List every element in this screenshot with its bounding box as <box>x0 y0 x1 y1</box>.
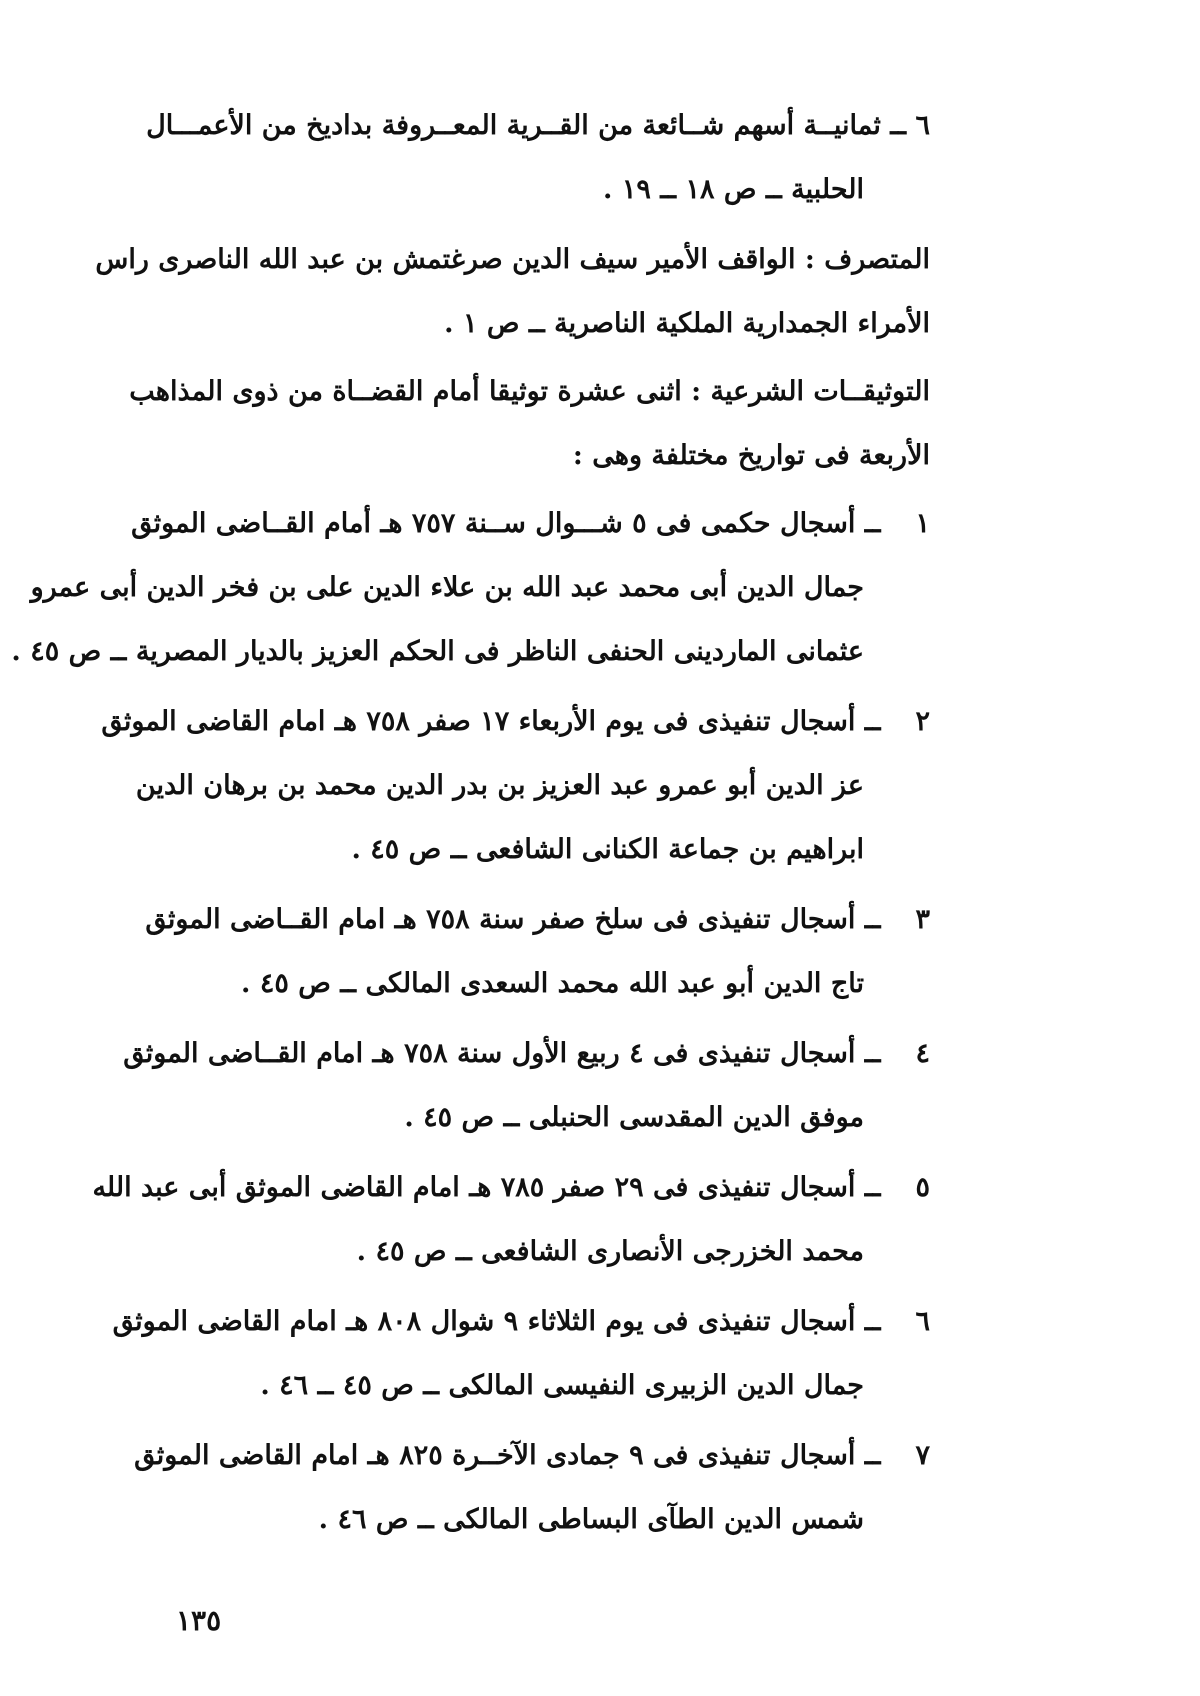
entry-2-line-1 <box>101 690 930 754</box>
entry-number: ٦ <box>915 1306 930 1337</box>
entry-number: ٢ <box>915 706 930 737</box>
entry-number: ٤ <box>915 1038 930 1069</box>
entry-5-text-1: ــ أسجال تنفيذى فى ٢٩ صفر ٧٨٥ هـ امام القاضى الموثق أبى عبد الله <box>92 1172 881 1203</box>
entry-1-text-1: ــ أسجال حكمى فى ٥ شـــوال ســنة ٧٥٧ هـ أمام القــاضى الموثق <box>131 508 881 539</box>
entry-4-text-1: ــ أسجال تنفيذى فى ٤ ربيع الأول سنة ٧٥٨ هـ امام القــاضى الموثق <box>123 1038 881 1069</box>
entry-7-line-2: شمس الدين الطآى البساطى المالكى ــ ص ٤٦ . <box>318 1504 864 1535</box>
entry-6 <box>112 1290 930 1418</box>
mutasarrif-line-1: المتصرف : الواقف الأمير سيف الدين صرغتمش بن عبد الله الناصرى راس <box>95 244 930 275</box>
entry-1 <box>11 492 930 684</box>
top-item <box>130 94 930 222</box>
entry-5 <box>92 1156 930 1284</box>
entry-3-text-1: ــ أسجال تنفيذى فى سلخ صفر سنة ٧٥٨ هـ امام القــاضى الموثق <box>145 904 881 935</box>
entry-number: ٧ <box>915 1440 930 1471</box>
entry-2-line-2: عز الدين أبو عمرو عبد العزيز بن بدر الدين محمد بن برهان الدين <box>135 770 864 801</box>
entry-6-line-1 <box>112 1290 930 1354</box>
page-number: ١٣٥ <box>176 1604 222 1637</box>
entry-5-line-2: محمد الخزرجى الأنصارى الشافعى ــ ص ٤٥ . <box>356 1236 864 1267</box>
entry-7 <box>130 1424 930 1552</box>
entry-2-text-1: ــ أسجال تنفيذى فى يوم الأربعاء ١٧ صفر ٧٥٨ هـ امام القاضى الموثق <box>101 706 881 737</box>
entry-3-line-2: تاج الدين أبو عبد الله محمد السعدى المالكى ــ ص ٤٥ . <box>241 968 864 999</box>
top-item-line-2: الحلبية ــ ص ١٨ ــ ١٩ . <box>603 174 864 205</box>
tawthiqat-line-2: الأربعة فى تواريخ مختلفة وهى : <box>572 440 930 471</box>
entry-3-line-1 <box>130 888 930 952</box>
entry-6-text-1: ــ أسجال تنفيذى فى يوم الثلاثاء ٩ شوال ٨٠٨ هـ امام القاضى الموثق <box>112 1306 881 1337</box>
entry-3 <box>130 888 930 1016</box>
entry-number: ١ <box>915 508 930 539</box>
entry-2-line-3: ابراهيم بن جماعة الكنانى الشافعى ــ ص ٤٥ . <box>351 834 864 865</box>
entry-number: ٥ <box>915 1172 930 1203</box>
entry-4 <box>123 1022 930 1150</box>
entry-4-line-2: موفق الدين المقدسى الحنبلى ــ ص ٤٥ . <box>404 1102 864 1133</box>
entry-1-line-3: عثمانى الماردينى الحنفى الناظر فى الحكم العزيز بالديار المصرية ــ ص ٤٥ . <box>11 636 864 667</box>
tawthiqat-intro <box>130 360 930 488</box>
entry-6-line-2: جمال الدين الزبيرى النفيسى المالكى ــ ص ٤٥ ــ ٤٦ . <box>260 1370 864 1401</box>
entry-7-text-1: ــ أسجال تنفيذى فى ٩ جمادى الآخــرة ٨٢٥ هـ امام القاضى الموثق <box>134 1440 881 1471</box>
entry-2 <box>101 690 930 882</box>
entry-4-line-1 <box>123 1022 930 1086</box>
entry-5-line-1 <box>92 1156 930 1220</box>
entry-1-line-1 <box>130 492 930 556</box>
entry-1-line-2: جمال الدين أبى محمد عبد الله بن علاء الدين على بن فخر الدين أبى عمرو <box>30 572 864 603</box>
entry-number: ٣ <box>915 904 930 935</box>
mutasarrif-line-2: الأمراء الجمدارية الملكية الناصرية ــ ص ١ . <box>444 308 930 339</box>
mutasarrif-paragraph <box>95 228 930 356</box>
top-item-line-1: ٦ ــ ثمانيــة أسهم شــائعة من القــرية المعــروفة بداديخ من الأعمـــال <box>146 110 930 141</box>
entry-7-line-1 <box>130 1424 930 1488</box>
tawthiqat-line-1: التوثيقــات الشرعية : اثنى عشرة توثيقا أمام القضــاة من ذوى المذاهب <box>129 376 930 407</box>
